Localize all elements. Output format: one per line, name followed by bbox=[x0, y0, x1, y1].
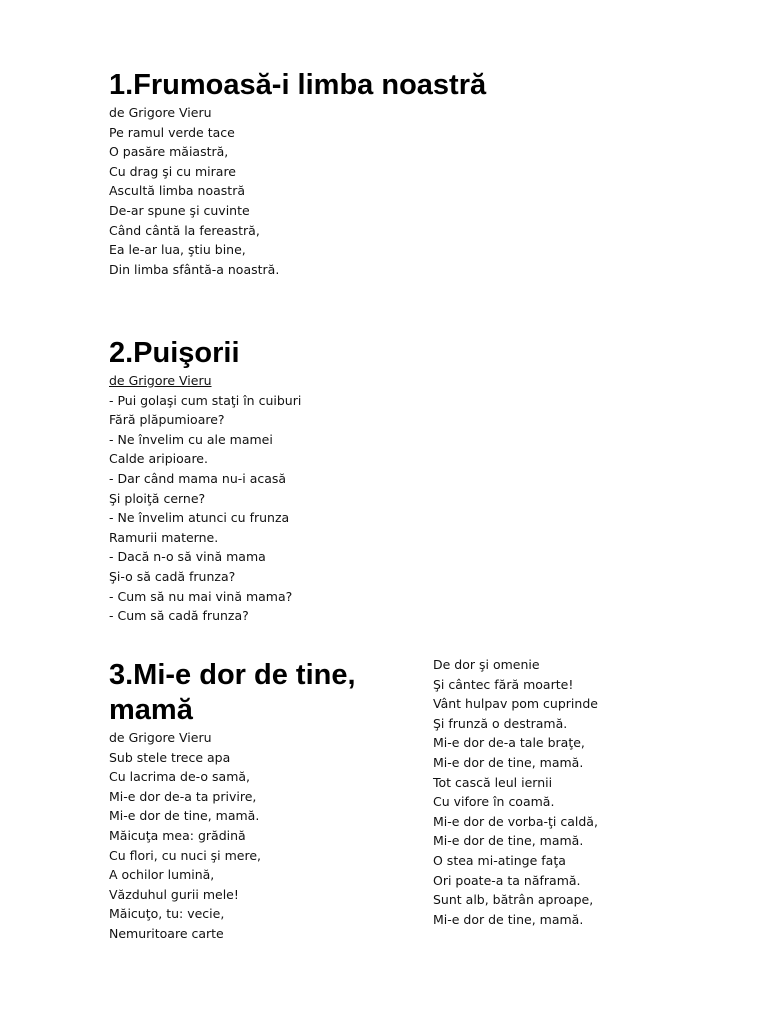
poem-line: Ea le-ar lua, ştiu bine, bbox=[109, 242, 246, 258]
poem-3-column-2 bbox=[433, 655, 598, 929]
poem-line: Şi ploiţă cerne? bbox=[109, 490, 206, 506]
poem-line: Şi cântec fără moarte! bbox=[433, 676, 574, 692]
poem-line: Şi-o să cadă frunza? bbox=[109, 568, 236, 584]
poem-line: O stea mi-atinge faţa bbox=[433, 852, 566, 868]
poem-lines bbox=[109, 748, 409, 944]
poem-title: 1.Frumoasă-i limba noastră bbox=[109, 69, 487, 101]
poem-title-line: 3.Mi-e dor de tine, bbox=[109, 659, 356, 691]
poem-1 bbox=[109, 68, 486, 279]
poem-line: Din limba sfântă-a noastră. bbox=[109, 261, 280, 277]
poem-line: Vânt hulpav pom cuprinde bbox=[433, 696, 598, 712]
poem-line: - Dacă n-o să vină mama bbox=[109, 549, 266, 565]
poem-line: Ori poate-a ta năframă. bbox=[433, 872, 581, 888]
poem-2 bbox=[109, 336, 301, 626]
poem-title: 2.Puişorii bbox=[109, 337, 240, 369]
poem-line: Sunt alb, bătrân aproape, bbox=[433, 892, 594, 908]
poem-author: de Grigore Vieru bbox=[109, 105, 212, 120]
poem-line: Cu vifore în coamă. bbox=[433, 794, 555, 810]
poem-line: - Dar când mama nu-i acasă bbox=[109, 470, 287, 486]
poem-line: Când cântă la fereastră, bbox=[109, 222, 260, 238]
poem-line: Măicuţo, tu: vecie, bbox=[109, 906, 225, 922]
poem-line: Mi-e dor de tine, mamă. bbox=[433, 911, 584, 927]
poem-line: Măicuţa mea: grădină bbox=[109, 827, 246, 843]
poem-title-line: mamă bbox=[109, 694, 193, 726]
poem-line: - Cum să cadă frunza? bbox=[109, 608, 249, 624]
poem-author: de Grigore Vieru bbox=[109, 730, 212, 745]
poem-line: Fără plăpumioare? bbox=[109, 412, 225, 428]
poem-title bbox=[109, 658, 409, 728]
poem-line: Sub stele trece apa bbox=[109, 749, 231, 765]
poem-line: - Cum să nu mai vină mama? bbox=[109, 588, 293, 604]
poem-line: Cu drag şi cu mirare bbox=[109, 163, 236, 179]
poem-line: Mi-e dor de-a tale braţe, bbox=[433, 735, 585, 751]
poem-line: De dor şi omenie bbox=[433, 657, 540, 672]
poem-3 bbox=[109, 658, 409, 944]
poem-line: De-ar spune şi cuvinte bbox=[109, 202, 250, 218]
poem-line: Ascultă limba noastră bbox=[109, 183, 245, 199]
poem-line: Mi-e dor de tine, mamă. bbox=[109, 808, 260, 824]
poem-line: Văzduhul gurii mele! bbox=[109, 886, 239, 902]
poem-line: Şi frunză o destramă. bbox=[433, 715, 568, 731]
poem-lines bbox=[109, 391, 301, 626]
poem-line: Ramurii materne. bbox=[109, 529, 219, 545]
poem-line: Cu lacrima de-o samă, bbox=[109, 769, 251, 785]
poem-line: A ochilor lumină, bbox=[109, 867, 215, 883]
poem-author-link[interactable]: de Grigore Vieru bbox=[109, 373, 212, 388]
poem-line: O pasăre măiastră, bbox=[109, 144, 229, 160]
poem-line: - Ne învelim atunci cu frunza bbox=[109, 510, 290, 526]
poem-line: - Ne învelim cu ale mamei bbox=[109, 431, 273, 447]
poem-line: Tot cască leul iernii bbox=[433, 774, 553, 790]
poem-line: Nemuritoare carte bbox=[109, 925, 224, 941]
poem-lines bbox=[109, 123, 486, 280]
poem-line: - Pui golaşi cum staţi în cuiburi bbox=[109, 392, 302, 408]
poem-line: Mi-e dor de tine, mamă. bbox=[433, 754, 584, 770]
poem-line: Mi-e dor de tine, mamă. bbox=[433, 833, 584, 849]
poem-line: Mi-e dor de-a ta privire, bbox=[109, 788, 257, 804]
poem-line: Pe ramul verde tace bbox=[109, 124, 235, 140]
poem-line: Cu flori, cu nuci şi mere, bbox=[109, 847, 261, 863]
poem-line: Mi-e dor de vorba-ţi caldă, bbox=[433, 813, 598, 829]
poem-line: Calde aripioare. bbox=[109, 451, 208, 467]
